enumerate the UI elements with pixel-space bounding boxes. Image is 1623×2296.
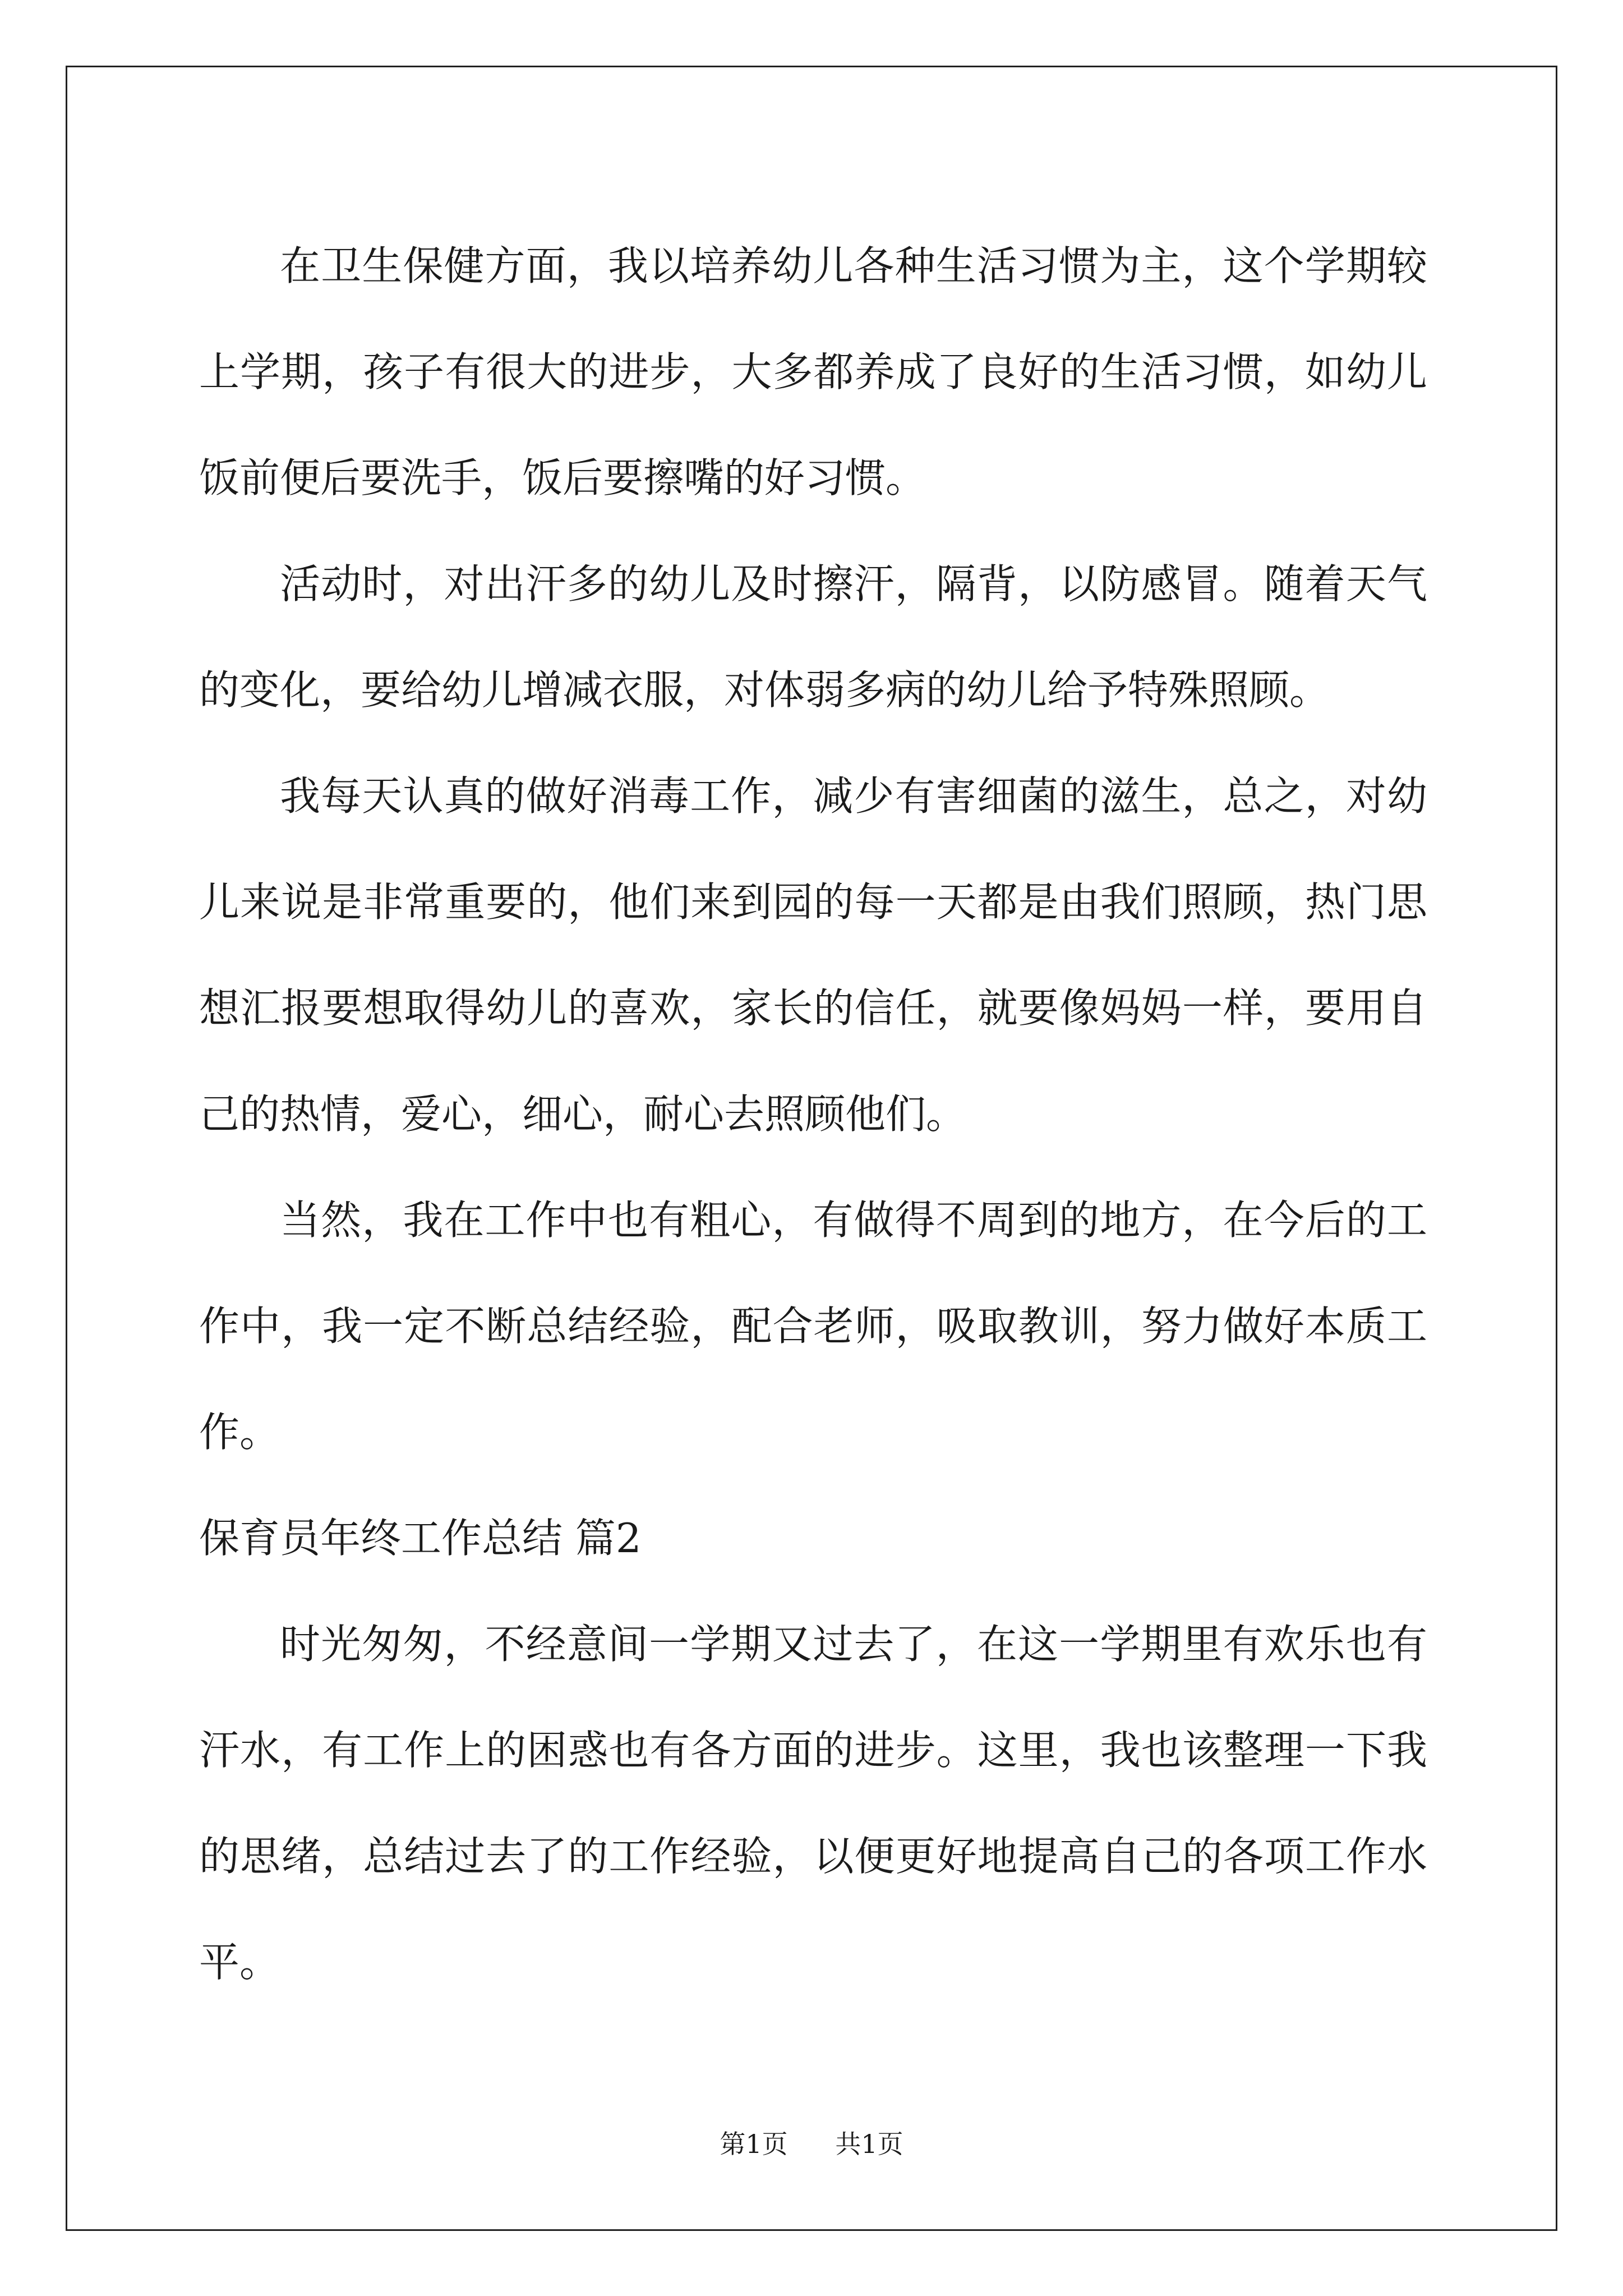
paragraph-section2-intro: 时光匆匆，不经意间一学期又过去了，在这一学期里有欢乐也有汗水，有工作上的困惑也有各方面的进步。这里，我也该整理一下我的思绪，总结过去了的工作经验，以便更好地提高自己的各项工作水平。 (199, 1621, 1427, 1986)
section-heading: 保育员年终工作总结 篇2 (199, 1515, 642, 1562)
page-number: 第1页 (720, 2129, 788, 2159)
document-body (199, 213, 1427, 2016)
page-total: 共1页 (835, 2129, 903, 2159)
paragraph-activities: 活动时，对出汗多的幼儿及时擦汗，隔背，以防感冒。随着天气的变化，要给幼儿增减衣服，对体弱多病的幼儿给予特殊照顾。 (199, 560, 1427, 714)
paragraph-hygiene: 在卫生保健方面，我以培养幼儿各种生活习惯为主，这个学期较上学期，孩子有很大的进步，大多都养成了良好的生活习惯，如幼儿饭前便后要洗手，饭后要擦嘴的好习惯。 (199, 242, 1427, 501)
paragraph-reflection: 当然，我在工作中也有粗心，有做得不周到的地方，在今后的工作中，我一定不断总结经验，配合老师，吸取教训，努力做好本质工作。 (199, 1197, 1427, 1456)
page-footer (0, 2127, 1623, 2161)
paragraph-disinfection: 我每天认真的做好消毒工作，减少有害细菌的滋生，总之，对幼儿来说是非常重要的，他们来到园的每一天都是由我们照顾，热门思想汇报要想取得幼儿的喜欢，家长的信任，就要像妈妈一样，要用自己的热情，爱心，细心，耐心去照顾他们。 (199, 772, 1427, 1138)
